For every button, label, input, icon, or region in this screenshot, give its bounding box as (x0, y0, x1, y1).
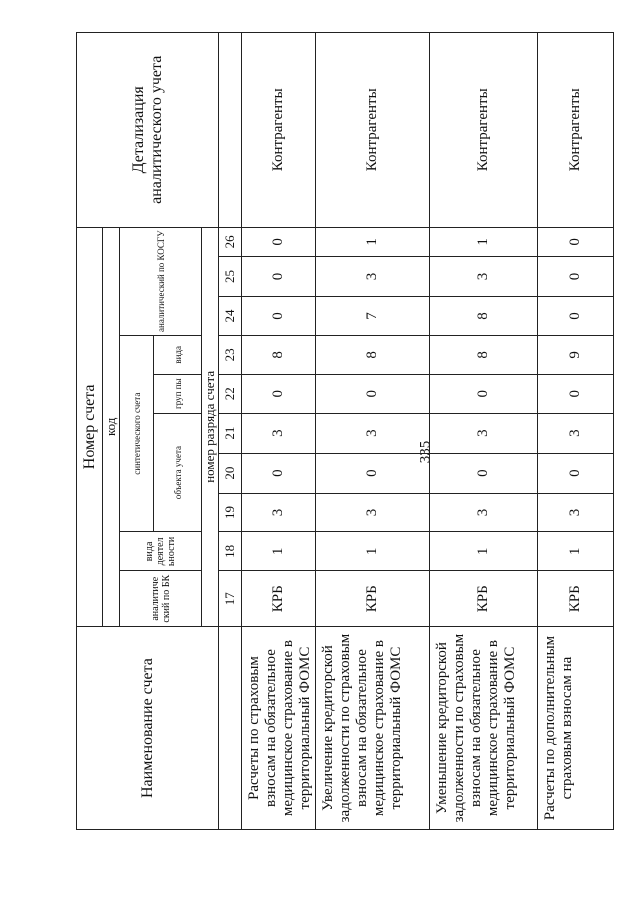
row-digit-23: 9 (538, 335, 614, 374)
row-digit-23: 8 (430, 335, 538, 374)
row-digit-25: 3 (316, 257, 430, 297)
digit-col-21: 21 (219, 413, 242, 453)
row-digit-22: 0 (430, 374, 538, 413)
row-digit-19: 3 (430, 493, 538, 532)
digit-col-26: 26 (219, 227, 242, 256)
digit-col-24: 24 (219, 297, 242, 336)
account-table-rotated (76, 32, 583, 830)
row-detail: Контрагенты (242, 33, 316, 228)
digit-col-25: 25 (219, 257, 242, 297)
digit-col-19: 19 (219, 493, 242, 532)
digit-col-22: 22 (219, 374, 242, 413)
row-detail: Контрагенты (316, 33, 430, 228)
row-digit-23: 8 (316, 335, 430, 374)
row-digit-20: 0 (538, 453, 614, 493)
synthetic-account-header: синтетического счета (120, 335, 154, 532)
table-row (538, 33, 614, 830)
row-digit-23: 8 (242, 335, 316, 374)
row-digit-26: 1 (316, 227, 430, 256)
blank-corner-cell (219, 627, 242, 830)
row-digit-18: 1 (430, 532, 538, 571)
row-detail: Контрагенты (538, 33, 614, 228)
row-digit-21: 3 (538, 413, 614, 453)
table-row (242, 33, 316, 830)
account-table (76, 32, 614, 830)
table-row (430, 33, 538, 830)
row-digit-20: 0 (242, 453, 316, 493)
row-digit-21: 3 (430, 413, 538, 453)
account-number-header: Номер счета (77, 227, 103, 626)
row-digit-19: 3 (316, 493, 430, 532)
row-digit-18: 1 (538, 532, 614, 571)
row-account-name: Расчеты по страховым взносам на обязательное медицинское страхование в территориальный ФОМС (242, 627, 316, 830)
row-digit-17: КРБ (538, 571, 614, 627)
row-digit-22: 0 (242, 374, 316, 413)
row-digit-26: 1 (430, 227, 538, 256)
row-digit-24: 7 (316, 297, 430, 336)
row-digit-20: 0 (316, 453, 430, 493)
row-digit-17: КРБ (316, 571, 430, 627)
row-digit-17: КРБ (242, 571, 316, 627)
detail-header: Детализация аналитического учета (77, 33, 219, 228)
analytic-kosgu-header: аналитический по КОСГУ (120, 227, 202, 335)
activity-type-header: вида деятел ьности (120, 532, 202, 571)
accounting-object-header: объекта учета (154, 413, 202, 532)
row-digit-17: КРБ (430, 571, 538, 627)
row-digit-19: 3 (242, 493, 316, 532)
digit-col-20: 20 (219, 453, 242, 493)
digit-col-23: 23 (219, 335, 242, 374)
digit-col-18: 18 (219, 532, 242, 571)
row-account-name: Расчеты по дополнительным страховым взносам на (538, 627, 614, 830)
row-digit-18: 1 (242, 532, 316, 571)
row-digit-26: 0 (538, 227, 614, 256)
row-digit-26: 0 (242, 227, 316, 256)
row-digit-25: 3 (430, 257, 538, 297)
code-header: код (103, 227, 120, 626)
row-digit-18: 1 (316, 532, 430, 571)
row-digit-21: 3 (316, 413, 430, 453)
digit-col-17: 17 (219, 571, 242, 627)
row-digit-24: 8 (430, 297, 538, 336)
group-header: груп пы (154, 374, 202, 413)
row-digit-22: 0 (538, 374, 614, 413)
row-digit-24: 0 (538, 297, 614, 336)
row-account-name: Увеличение кредиторской задолженности по страховым взносам на обязательное медицинское страхование в территориальный ФОМС (316, 627, 430, 830)
row-digit-25: 0 (538, 257, 614, 297)
analytic-bk-header: аналитиче ский по БК (120, 571, 202, 627)
row-digit-20: 0 (430, 453, 538, 493)
row-digit-19: 3 (538, 493, 614, 532)
row-digit-21: 3 (242, 413, 316, 453)
row-digit-22: 0 (316, 374, 430, 413)
digit-number-header: номер разряда счета (202, 227, 219, 626)
row-digit-24: 0 (242, 297, 316, 336)
table-row (316, 33, 430, 830)
blank-detail-cell (219, 33, 242, 228)
row-detail: Контрагенты (430, 33, 538, 228)
type-header: вида (154, 335, 202, 374)
row-account-name: Уменьшение кредиторской задолженности по страховым взносам на обязательное медицинское страхование в территориальный ФОМС (430, 627, 538, 830)
page-number: 335 (417, 440, 434, 464)
row-digit-25: 0 (242, 257, 316, 297)
account-name-header: Наименование счета (77, 627, 219, 830)
